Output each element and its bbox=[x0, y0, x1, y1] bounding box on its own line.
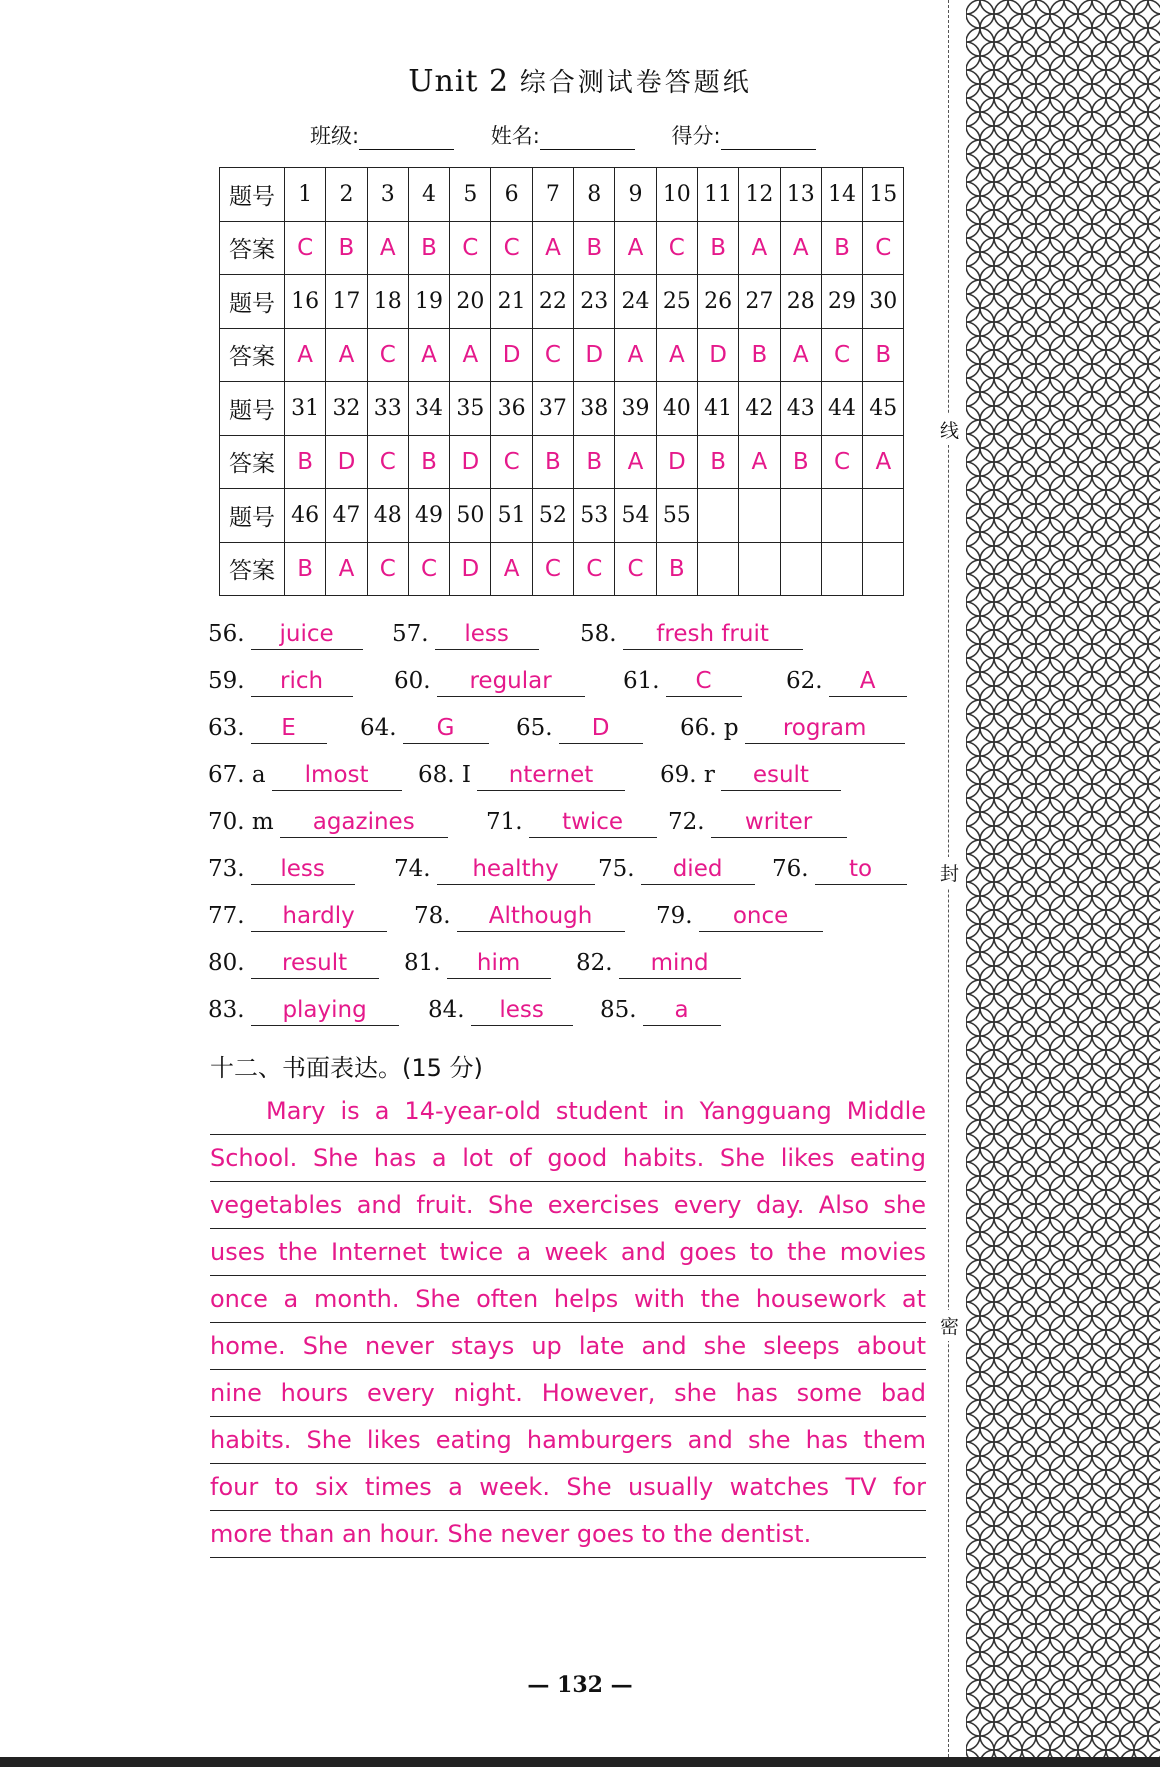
answer-cell: D bbox=[656, 435, 697, 489]
answer-cell: C bbox=[408, 542, 449, 596]
answer-cell: C bbox=[574, 542, 615, 596]
question-number-cell bbox=[780, 489, 821, 543]
answer-cell: A bbox=[326, 328, 367, 382]
blank-item bbox=[208, 620, 363, 650]
question-number-cell: 19 bbox=[408, 275, 449, 329]
blank-item bbox=[576, 949, 741, 979]
blank-item bbox=[516, 714, 643, 744]
answer-cell: A bbox=[285, 328, 326, 382]
question-number-cell bbox=[739, 489, 780, 543]
blank-number: 84. bbox=[428, 997, 465, 1023]
answer-cell: A bbox=[408, 328, 449, 382]
question-number-cell: 48 bbox=[367, 489, 408, 543]
question-number-cell: 49 bbox=[408, 489, 449, 543]
answer-cell: A bbox=[615, 435, 656, 489]
answer-cell: C bbox=[615, 542, 656, 596]
blank-item bbox=[600, 996, 721, 1026]
blank-item bbox=[598, 855, 755, 885]
answer-cell: B bbox=[739, 328, 780, 382]
answer-cell: C bbox=[821, 328, 862, 382]
question-number-cell: 38 bbox=[574, 382, 615, 436]
question-number-cell: 29 bbox=[821, 275, 862, 329]
answer-cell: B bbox=[821, 221, 862, 275]
blank-number: 59. bbox=[208, 668, 245, 694]
question-number-row bbox=[220, 275, 904, 329]
blank-answer: less bbox=[471, 996, 573, 1026]
blank-number: 64. bbox=[360, 715, 397, 741]
answer-cell: C bbox=[491, 435, 532, 489]
blank-answer: once bbox=[699, 902, 823, 932]
blank-item bbox=[786, 667, 907, 697]
blank-row bbox=[208, 761, 928, 808]
question-number-cell: 39 bbox=[615, 382, 656, 436]
class-field bbox=[310, 120, 454, 150]
blank-answer: G bbox=[403, 714, 489, 744]
question-number-cell: 30 bbox=[863, 275, 904, 329]
answer-cell: B bbox=[656, 542, 697, 596]
essay-line: uses the Internet twice a week and goes to the movies bbox=[210, 1229, 926, 1276]
answer-cell bbox=[780, 542, 821, 596]
essay-line: more than an hour. She never goes to the dentist. bbox=[210, 1511, 926, 1558]
answer-cell: A bbox=[780, 221, 821, 275]
name-label: 姓名: bbox=[490, 124, 540, 148]
question-number-cell: 2 bbox=[326, 168, 367, 222]
blank-item bbox=[208, 902, 387, 932]
question-number-cell: 35 bbox=[450, 382, 491, 436]
score-blank bbox=[721, 129, 816, 150]
essay-line: once a month. She often helps with the housework at bbox=[210, 1276, 926, 1323]
question-number-header: 题号 bbox=[220, 275, 285, 329]
answer-cell: C bbox=[285, 221, 326, 275]
class-blank bbox=[359, 129, 454, 150]
blank-row bbox=[208, 714, 928, 761]
blank-answer: agazines bbox=[280, 808, 448, 838]
blank-item bbox=[394, 855, 595, 885]
blank-answer: died bbox=[641, 855, 755, 885]
answer-row bbox=[220, 328, 904, 382]
blank-row bbox=[208, 855, 928, 902]
blank-answer: him bbox=[447, 949, 551, 979]
question-number-cell: 21 bbox=[491, 275, 532, 329]
blank-number: 58. bbox=[580, 621, 617, 647]
answer-cell: B bbox=[863, 328, 904, 382]
composition-answer bbox=[210, 1088, 926, 1558]
blank-item bbox=[208, 667, 353, 697]
blank-number: 77. bbox=[208, 903, 245, 929]
question-number-cell: 8 bbox=[574, 168, 615, 222]
blank-number: 78. bbox=[414, 903, 451, 929]
answer-cell: B bbox=[532, 435, 573, 489]
blank-item bbox=[418, 761, 625, 791]
answer-cell: C bbox=[821, 435, 862, 489]
class-label: 班级: bbox=[310, 124, 360, 148]
essay-line: home. She never stays up late and she sleeps about bbox=[210, 1323, 926, 1370]
answer-cell: C bbox=[532, 542, 573, 596]
blank-number: 67. a bbox=[208, 762, 266, 788]
question-number-cell: 13 bbox=[780, 168, 821, 222]
blank-item bbox=[623, 667, 742, 697]
answer-header: 答案 bbox=[220, 435, 285, 489]
blank-answer: a bbox=[643, 996, 721, 1026]
answer-cell: A bbox=[532, 221, 573, 275]
blank-answer: less bbox=[435, 620, 539, 650]
essay-line: four to six times a week. She usually watches TV for bbox=[210, 1464, 926, 1511]
answer-cell: C bbox=[450, 221, 491, 275]
blank-item bbox=[414, 902, 625, 932]
answer-cell: A bbox=[450, 328, 491, 382]
answer-cell: A bbox=[739, 221, 780, 275]
answer-row bbox=[220, 435, 904, 489]
answer-cell: A bbox=[367, 221, 408, 275]
blank-answer: healthy bbox=[437, 855, 595, 885]
blank-answer: twice bbox=[529, 808, 657, 838]
question-number-cell: 50 bbox=[450, 489, 491, 543]
bottom-edge-bar bbox=[0, 1757, 1160, 1767]
blank-number: 80. bbox=[208, 950, 245, 976]
blank-item bbox=[392, 620, 539, 650]
answer-cell: A bbox=[656, 328, 697, 382]
blank-number: 63. bbox=[208, 715, 245, 741]
question-number-cell: 1 bbox=[285, 168, 326, 222]
blank-number: 79. bbox=[656, 903, 693, 929]
blank-item bbox=[208, 996, 399, 1026]
blank-answer: mind bbox=[619, 949, 741, 979]
question-number-cell: 24 bbox=[615, 275, 656, 329]
essay-line: nine hours every night. However, she has some bad bbox=[210, 1370, 926, 1417]
answer-header: 答案 bbox=[220, 542, 285, 596]
blank-number: 68. I bbox=[418, 762, 471, 788]
question-number-cell: 40 bbox=[656, 382, 697, 436]
binding-label-secret: 密 bbox=[940, 1310, 959, 1341]
blank-item bbox=[428, 996, 573, 1026]
blank-number: 65. bbox=[516, 715, 553, 741]
binding-label-seal: 封 bbox=[940, 857, 959, 888]
question-number-cell: 43 bbox=[780, 382, 821, 436]
blank-answer: playing bbox=[251, 996, 399, 1026]
question-number-cell: 12 bbox=[739, 168, 780, 222]
blank-row bbox=[208, 949, 928, 996]
question-number-cell: 37 bbox=[532, 382, 573, 436]
question-number-cell: 22 bbox=[532, 275, 573, 329]
question-number-cell: 18 bbox=[367, 275, 408, 329]
blank-number: 73. bbox=[208, 856, 245, 882]
question-number-cell: 32 bbox=[326, 382, 367, 436]
question-number-row bbox=[220, 168, 904, 222]
question-number-cell: 42 bbox=[739, 382, 780, 436]
answer-cell bbox=[863, 542, 904, 596]
question-number-cell: 31 bbox=[285, 382, 326, 436]
question-number-cell: 25 bbox=[656, 275, 697, 329]
question-number-cell: 4 bbox=[408, 168, 449, 222]
question-number-cell: 23 bbox=[574, 275, 615, 329]
question-number-cell: 5 bbox=[450, 168, 491, 222]
blank-number: 76. bbox=[772, 856, 809, 882]
blank-number: 70. m bbox=[208, 809, 274, 835]
blank-item bbox=[486, 808, 657, 838]
blank-number: 74. bbox=[394, 856, 431, 882]
answer-cell: A bbox=[615, 221, 656, 275]
section-heading: 十二、书面表达。(15 分) bbox=[210, 1054, 483, 1082]
blank-row bbox=[208, 902, 928, 949]
blank-item bbox=[208, 855, 355, 885]
blank-answer: esult bbox=[721, 761, 841, 791]
answer-cell: C bbox=[367, 542, 408, 596]
answer-cell: C bbox=[367, 328, 408, 382]
blank-item bbox=[208, 761, 402, 791]
question-number-cell: 55 bbox=[656, 489, 697, 543]
question-number-cell: 15 bbox=[863, 168, 904, 222]
page-number: — 132 — bbox=[527, 1672, 633, 1698]
blank-row bbox=[208, 667, 928, 714]
blank-answer: Although bbox=[457, 902, 625, 932]
blank-answer: to bbox=[815, 855, 907, 885]
answer-cell: D bbox=[574, 328, 615, 382]
question-number-cell bbox=[821, 489, 862, 543]
answer-cell: D bbox=[450, 435, 491, 489]
blank-item bbox=[680, 714, 905, 744]
question-number-cell: 51 bbox=[491, 489, 532, 543]
blank-item bbox=[656, 902, 823, 932]
blank-answer: hardly bbox=[251, 902, 387, 932]
answer-cell: A bbox=[491, 542, 532, 596]
blank-number: 62. bbox=[786, 668, 823, 694]
answer-table bbox=[219, 167, 904, 596]
blank-answer: nternet bbox=[477, 761, 625, 791]
essay-line: School. She has a lot of good habits. She likes eating bbox=[210, 1135, 926, 1182]
student-info-line bbox=[310, 120, 846, 150]
question-number-cell: 10 bbox=[656, 168, 697, 222]
blank-item bbox=[660, 761, 841, 791]
answer-cell bbox=[697, 542, 738, 596]
answer-cell: B bbox=[285, 435, 326, 489]
blank-answer: writer bbox=[711, 808, 847, 838]
question-number-cell: 26 bbox=[697, 275, 738, 329]
blank-row bbox=[208, 620, 928, 667]
question-number-header: 题号 bbox=[220, 382, 285, 436]
answer-cell: B bbox=[408, 221, 449, 275]
question-number-cell: 3 bbox=[367, 168, 408, 222]
blank-answer: juice bbox=[251, 620, 363, 650]
answer-cell: A bbox=[739, 435, 780, 489]
blank-number: 56. bbox=[208, 621, 245, 647]
question-number-cell: 27 bbox=[739, 275, 780, 329]
question-number-cell: 34 bbox=[408, 382, 449, 436]
answer-cell: C bbox=[656, 221, 697, 275]
answer-row bbox=[220, 221, 904, 275]
question-number-cell: 28 bbox=[780, 275, 821, 329]
title-chinese: 综合测试卷答题纸 bbox=[519, 68, 752, 98]
blank-item bbox=[394, 667, 585, 697]
blank-item bbox=[208, 714, 327, 744]
question-number-cell: 53 bbox=[574, 489, 615, 543]
question-number-row bbox=[220, 489, 904, 543]
question-number-cell: 7 bbox=[532, 168, 573, 222]
blank-answer: E bbox=[251, 714, 327, 744]
fill-in-blanks bbox=[208, 620, 928, 1043]
answer-cell: B bbox=[780, 435, 821, 489]
answer-cell: A bbox=[780, 328, 821, 382]
blank-answer: fresh fruit bbox=[623, 620, 803, 650]
score-label: 得分: bbox=[671, 124, 721, 148]
blank-answer: regular bbox=[437, 667, 585, 697]
question-number-cell: 20 bbox=[450, 275, 491, 329]
name-blank bbox=[540, 129, 635, 150]
question-number-cell: 52 bbox=[532, 489, 573, 543]
blank-number: 82. bbox=[576, 950, 613, 976]
blank-answer: lmost bbox=[272, 761, 402, 791]
essay-line: vegetables and fruit. She exercises every day. Also she bbox=[210, 1182, 926, 1229]
blank-number: 75. bbox=[598, 856, 635, 882]
answer-cell bbox=[821, 542, 862, 596]
question-number-cell: 41 bbox=[697, 382, 738, 436]
essay-line: habits. She likes eating hamburgers and she has them bbox=[210, 1417, 926, 1464]
answer-cell: D bbox=[326, 435, 367, 489]
question-number-cell: 46 bbox=[285, 489, 326, 543]
answer-row bbox=[220, 542, 904, 596]
blank-number: 85. bbox=[600, 997, 637, 1023]
blank-item bbox=[404, 949, 551, 979]
answer-cell: B bbox=[408, 435, 449, 489]
blank-number: 69. r bbox=[660, 762, 715, 788]
blank-row bbox=[208, 808, 928, 855]
blank-item bbox=[208, 808, 448, 838]
answer-cell: B bbox=[697, 435, 738, 489]
answer-header: 答案 bbox=[220, 328, 285, 382]
answer-cell: B bbox=[285, 542, 326, 596]
answer-cell: D bbox=[491, 328, 532, 382]
question-number-cell: 54 bbox=[615, 489, 656, 543]
question-number-cell: 33 bbox=[367, 382, 408, 436]
answer-cell: B bbox=[697, 221, 738, 275]
name-field bbox=[491, 120, 635, 150]
question-number-cell: 36 bbox=[491, 382, 532, 436]
answer-cell: B bbox=[326, 221, 367, 275]
blank-answer: D bbox=[559, 714, 643, 744]
answer-cell: C bbox=[532, 328, 573, 382]
question-number-cell: 47 bbox=[326, 489, 367, 543]
essay-line: Mary is a 14-year-old student in Yangguang Middle bbox=[210, 1088, 926, 1135]
binding-label-line: 线 bbox=[940, 414, 959, 445]
blank-number: 83. bbox=[208, 997, 245, 1023]
question-number-cell: 16 bbox=[285, 275, 326, 329]
blank-answer: C bbox=[666, 667, 742, 697]
question-number-cell bbox=[697, 489, 738, 543]
blank-answer: rich bbox=[251, 667, 353, 697]
question-number-cell: 17 bbox=[326, 275, 367, 329]
answer-cell: C bbox=[367, 435, 408, 489]
blank-answer: result bbox=[251, 949, 379, 979]
blank-answer: less bbox=[251, 855, 355, 885]
question-number-cell: 44 bbox=[821, 382, 862, 436]
blank-item bbox=[360, 714, 489, 744]
answer-cell bbox=[739, 542, 780, 596]
answer-cell: C bbox=[863, 221, 904, 275]
score-field bbox=[672, 120, 816, 150]
decorative-pattern-strip bbox=[966, 0, 1160, 1767]
answer-cell: B bbox=[574, 435, 615, 489]
answer-cell: C bbox=[491, 221, 532, 275]
blank-number: 81. bbox=[404, 950, 441, 976]
question-number-cell: 14 bbox=[821, 168, 862, 222]
answer-cell: B bbox=[574, 221, 615, 275]
question-number-header: 题号 bbox=[220, 168, 285, 222]
answer-cell: D bbox=[450, 542, 491, 596]
answer-cell: D bbox=[697, 328, 738, 382]
blank-item bbox=[580, 620, 803, 650]
blank-number: 61. bbox=[623, 668, 660, 694]
blank-number: 60. bbox=[394, 668, 431, 694]
answer-cell: A bbox=[615, 328, 656, 382]
blank-answer: A bbox=[829, 667, 907, 697]
blank-answer: rogram bbox=[745, 714, 905, 744]
blank-row bbox=[208, 996, 928, 1043]
blank-item bbox=[668, 808, 847, 838]
question-number-header: 题号 bbox=[220, 489, 285, 543]
blank-number: 66. p bbox=[680, 715, 739, 741]
question-number-cell: 45 bbox=[863, 382, 904, 436]
title-unit: Unit 2 bbox=[408, 64, 510, 99]
answer-cell: A bbox=[326, 542, 367, 596]
answer-cell: A bbox=[863, 435, 904, 489]
blank-number: 71. bbox=[486, 809, 523, 835]
question-number-row bbox=[220, 382, 904, 436]
question-number-cell bbox=[863, 489, 904, 543]
blank-number: 57. bbox=[392, 621, 429, 647]
question-number-cell: 11 bbox=[697, 168, 738, 222]
question-number-cell: 9 bbox=[615, 168, 656, 222]
answer-header: 答案 bbox=[220, 221, 285, 275]
blank-number: 72. bbox=[668, 809, 705, 835]
question-number-cell: 6 bbox=[491, 168, 532, 222]
blank-item bbox=[208, 949, 379, 979]
blank-item bbox=[772, 855, 907, 885]
